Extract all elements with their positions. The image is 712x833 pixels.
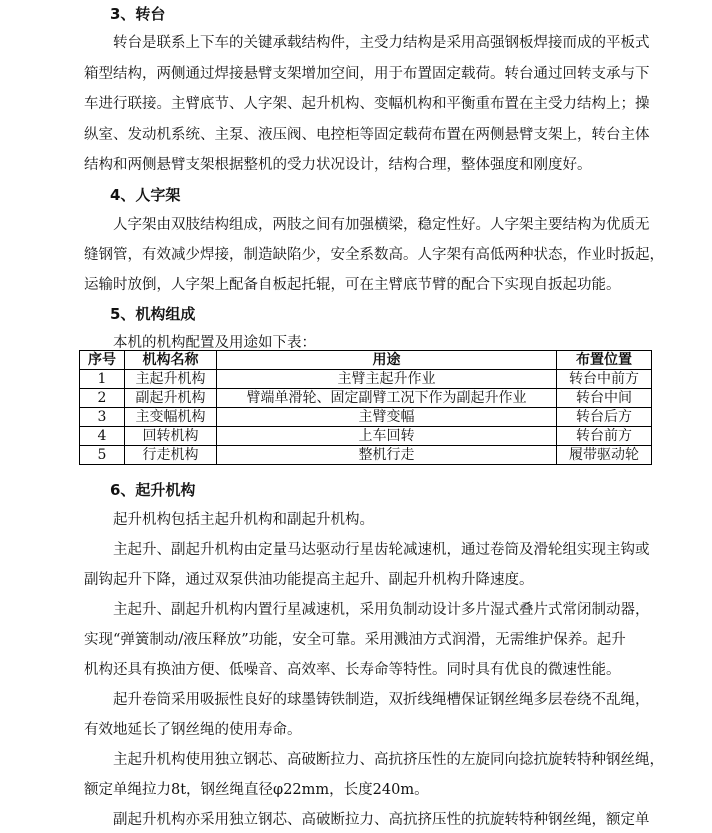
section-6-p3-line-2: 实现“弹簧制动/液压释放”功能，安全可靠。采用溅油方式润滑，无需维护保养。起升 [84,632,626,648]
section-6-heading: 6、起升机构 [110,481,196,499]
section-6-p5-line-2: 额定单绳拉力8t，钢丝绳直径φ22mm，长度240m。 [84,782,429,798]
section-6-p3-line-3: 机构还具有换油方便、低噪音、高效率、长寿命等特性。同时具有优良的微速性能。 [84,662,621,678]
cell-location: 履带驱动轮 [557,446,652,465]
cell-index: 4 [80,427,125,446]
section-6-p6-line-1: 副起升机构亦采用独立钢芯、高破断拉力、高抗挤压性的抗旋转特种钢丝绳，额定单 [113,812,650,828]
cell-purpose: 整机行走 [217,446,557,465]
section-3-line-1: 转台是联系上下车的关键承载结构件，主受力结构是采用高强钢板焊接而成的平板式 [113,35,650,51]
cell-index: 3 [80,408,125,427]
mechanism-table [79,350,652,465]
header-mechanism-name: 机构名称 [125,351,217,370]
cell-mechanism-name: 副起升机构 [125,389,217,408]
cell-index: 1 [80,370,125,389]
cell-purpose: 臂端单滑轮、固定副臂工况下作为副起升作业 [217,389,557,408]
cell-location: 转台后方 [557,408,652,427]
section-3-line-3: 车进行联接。主臂底节、人字架、起升机构、变幅机构和平衡重布置在主受力结构上；操 [84,96,650,112]
section-3-heading: 3、转台 [110,5,166,23]
cell-mechanism-name: 主起升机构 [125,370,217,389]
table-header-row [80,351,652,370]
cell-location: 转台前方 [557,427,652,446]
section-6-p1-line-1: 起升机构包括主起升机构和副起升机构。 [113,512,374,528]
cell-index: 2 [80,389,125,408]
section-6-p5-line-1: 主起升机构使用独立钢芯、高破断拉力、高抗挤压性的左旋同向捻抗旋转特种钢丝绳， [113,752,664,768]
section-4-heading: 4、人字架 [110,186,181,204]
cell-index: 5 [80,446,125,465]
cell-mechanism-name: 回转机构 [125,427,217,446]
section-6-p4-line-1: 起升卷筒采用吸振性良好的球墨铸铁制造，双折线绳槽保证钢丝绳多层卷绕不乱绳， [113,692,650,708]
table-row [80,408,652,427]
cell-mechanism-name: 行走机构 [125,446,217,465]
cell-location: 转台中前方 [557,370,652,389]
header-index: 序号 [80,351,125,370]
section-4-line-2: 缝钢管，有效减少焊接，制造缺陷少，安全系数高。人字架有高低两种状态，作业时扳起， [84,247,664,263]
section-4-line-1: 人字架由双肢结构组成，两肢之间有加强横梁，稳定性好。人字架主要结构为优质无 [113,217,650,233]
section-6-p2-line-1: 主起升、副起升机构由定量马达驱动行星齿轮减速机，通过卷筒及滑轮组实现主钩或 [113,542,650,558]
section-6-p2-line-2: 副钩起升下降，通过双泵供油功能提高主起升、副起升机构升降速度。 [84,572,534,588]
table-intro: 本机的机构配置及用途如下表： [113,335,316,351]
section-3-line-2: 箱型结构，两侧通过焊接悬臂支架增加空间，用于布置固定载荷。转台通过回转支承与下 [84,66,650,82]
section-4-line-3: 运输时放倒，人字架上配备自板起托辊，可在主臂底节臂的配合下实现自扳起功能。 [84,277,621,293]
table-row [80,446,652,465]
table-row [80,427,652,446]
header-location: 布置位置 [557,351,652,370]
section-6-p4-line-2: 有效地延长了钢丝绳的使用寿命。 [84,722,302,738]
header-purpose: 用途 [217,351,557,370]
section-3-line-4: 纵室、发动机系统、主泵、液压阀、电控柜等固定载荷布置在两侧悬臂支架上，转台主体 [84,127,650,143]
table-row [80,370,652,389]
cell-purpose: 主臂主起升作业 [217,370,557,389]
cell-purpose: 主臂变幅 [217,408,557,427]
section-6-p3-line-1: 主起升、副起升机构内置行星减速机，采用负制动设计多片湿式叠片式常闭制动器， [113,602,650,618]
section-3-line-5: 结构和两侧悬臂支架根据整机的受力状况设计，结构合理，整体强度和刚度好。 [84,157,592,173]
cell-location: 转台中间 [557,389,652,408]
section-5-heading: 5、机构组成 [110,305,196,323]
cell-purpose: 上车回转 [217,427,557,446]
cell-mechanism-name: 主变幅机构 [125,408,217,427]
table-row [80,389,652,408]
